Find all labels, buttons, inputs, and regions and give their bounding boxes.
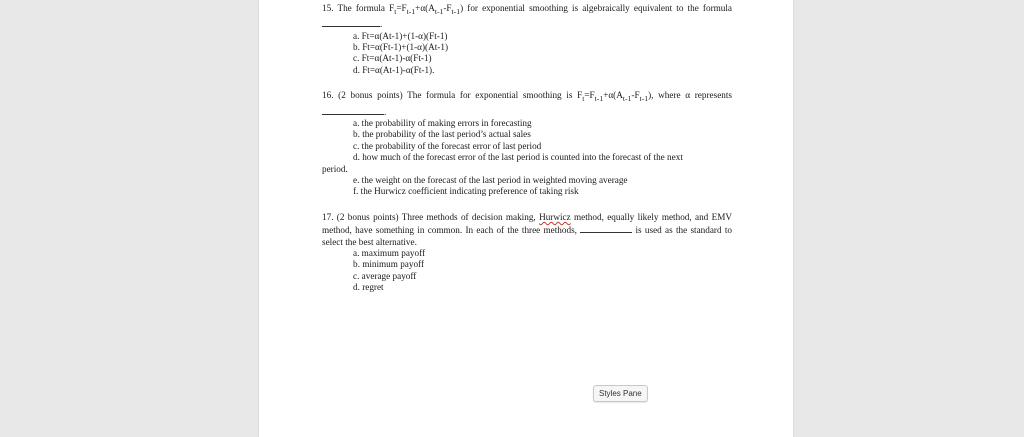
option-16-f: f. the Hurwicz coefficient indicating preference of taking risk: [353, 186, 579, 197]
answer-blank[interactable]: [580, 223, 632, 233]
option-17-c: c. average payoff: [353, 270, 417, 281]
styles-pane-button[interactable]: Styles Pane: [593, 385, 648, 402]
answer-blank[interactable]: [322, 17, 380, 27]
question-15-options: [322, 31, 732, 77]
option-16-a: a. the probability of making errors in forecasting: [353, 117, 532, 128]
option-16-b: b. the probability of the last period’s actual sales: [353, 129, 531, 140]
document-body: [322, 3, 732, 294]
spellcheck-word[interactable]: Hurwicz: [539, 211, 571, 222]
option-15-a: a. Ft=α(At-1)+(1-α)(Ft-1): [353, 30, 448, 41]
question-15-stem: 15. The formula $F_t=F_{t-1}+\alpha(A_{t-1}-F_{t-1})$ for exponential smoothing is algebraically equivalent to the formula .: [322, 3, 732, 30]
option-16-c: c. the probability of the forecast error of last period: [353, 140, 542, 151]
document-page: [259, 0, 793, 437]
option-15-b: b. Ft=α(Ft-1)+(1-α)(At-1): [353, 42, 449, 53]
answer-blank[interactable]: [322, 105, 384, 115]
option-16-d-continued: period.: [322, 163, 348, 174]
question-16-stem: 16. (2 bonus points) The formula for exponential smoothing is $F_t=F_{t-1}+\alpha(A_{t-1}-F_{t-1})$, where α represents .: [322, 90, 732, 117]
option-17-a: a. maximum payoff: [353, 247, 426, 258]
option-17-d: d. regret: [353, 282, 384, 293]
option-17-b: b. minimum payoff: [353, 259, 425, 270]
option-15-d: d. Ft=α(At-1)-α(Ft-1).: [353, 64, 435, 75]
option-15-c: c. Ft=α(At-1)-α(Ft-1): [353, 53, 432, 64]
option-16-d: d. how much of the forecast error of the last period is counted into the forecast of the next: [353, 152, 683, 163]
option-16-e: e. the weight on the forecast of the last period in weighted moving average: [353, 174, 628, 185]
question-17-stem: 17. (2 bonus points) Three methods of decision making, Hurwicz method, equally likely method, and EMV method, have something in common. In each of the three methods, is used as the standard to select the best alternative.: [322, 211, 733, 247]
question-17-options: [322, 248, 732, 294]
question-16-options: [322, 118, 732, 198]
